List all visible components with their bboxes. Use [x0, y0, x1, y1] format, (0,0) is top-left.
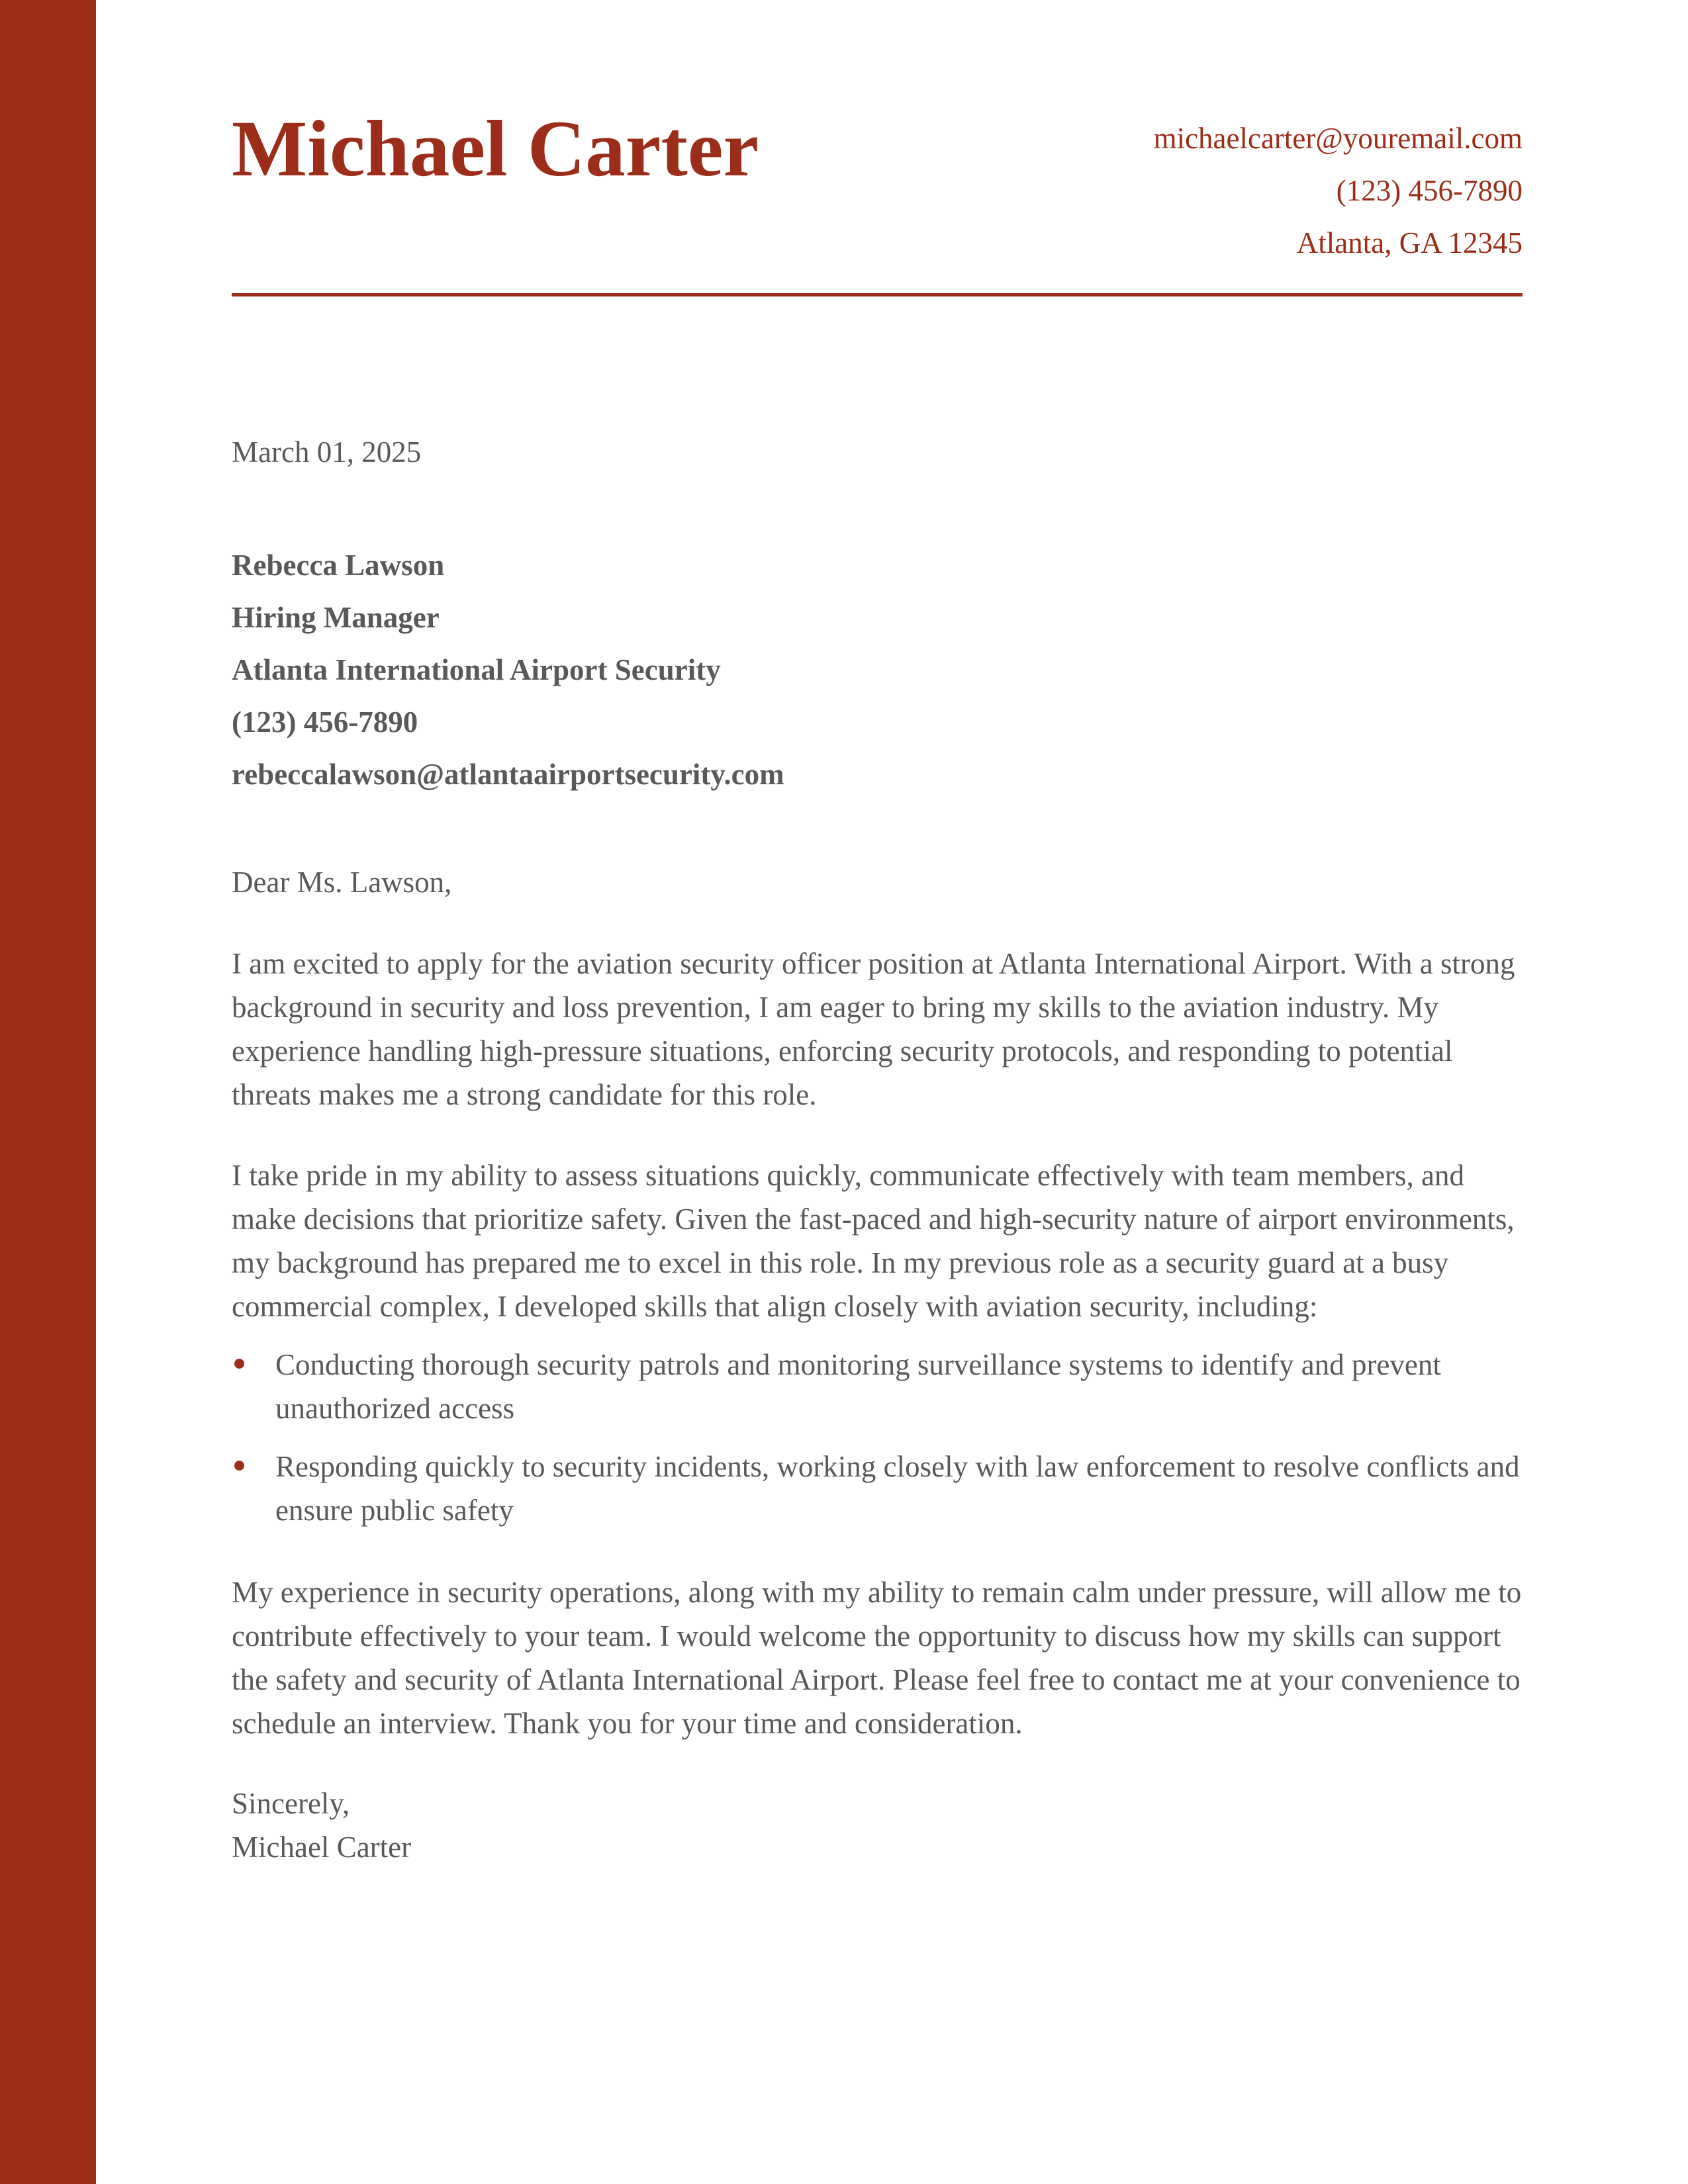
signature-name: Michael Carter	[232, 1831, 412, 1864]
side-accent-bar	[0, 0, 96, 2184]
recipient-email: rebeccalawson@atlantaairportsecurity.com	[232, 758, 784, 791]
sender-contact-block	[1154, 113, 1523, 269]
list-item-text: Conducting thorough security patrols and monitoring surveillance systems to identify and prevent unauthorized access	[275, 1348, 1441, 1425]
list-item	[232, 1343, 1523, 1430]
recipient-block	[232, 539, 784, 801]
greeting: Dear Ms. Lawson,	[232, 866, 452, 899]
bullet-dot-icon	[234, 1461, 244, 1471]
paragraph-intro: I am excited to apply for the aviation security officer position at Atlanta International Airport. With a strong background in security and loss prevention, I am eager to bring my skills to the aviation industry. My experience handling high-pressure situations, enforcing security protocols, and responding to potential threats makes me a strong candidate for this role.	[232, 947, 1515, 1111]
letter-body	[232, 860, 1523, 1869]
letter-date: March 01, 2025	[232, 435, 422, 469]
sender-phone: (123) 456-7890	[1336, 174, 1523, 207]
recipient-company: Atlanta International Airport Security	[232, 653, 721, 686]
recipient-title: Hiring Manager	[232, 601, 440, 634]
sender-email: michaelcarter@youremail.com	[1153, 122, 1523, 155]
skills-list	[232, 1343, 1523, 1532]
paragraph-closing: My experience in security operations, along with my ability to remain calm under pressure, will allow me to contribute effectively to your team. I would welcome the opportunity to discuss how my skills can support the safety and security of Atlanta International Airport. Please feel free to contact me at your convenience to schedule an interview. Thank you for your time and consideration.	[232, 1576, 1522, 1740]
sender-name: Michael Carter	[232, 105, 759, 193]
sender-location: Atlanta, GA 12345	[1296, 226, 1523, 259]
bullet-dot-icon	[234, 1359, 244, 1369]
header-divider	[232, 293, 1523, 296]
paragraph-skills: I take pride in my ability to assess situations quickly, communicate effectively with team members, and make decisions that prioritize safety. Given the fast-paced and high-security nature of airport environments, my background has prepared me to excel in this role. In my previous role as a security guard at a busy commercial complex, I developed skills that align closely with aviation security, including:	[232, 1159, 1515, 1323]
recipient-name: Rebecca Lawson	[232, 549, 445, 582]
list-item	[232, 1445, 1523, 1532]
closing-salutation: Sincerely,	[232, 1787, 350, 1820]
recipient-phone: (123) 456-7890	[232, 705, 418, 739]
list-item-text: Responding quickly to security incidents, working closely with law enforcement to resolve conflicts and ensure public safety	[275, 1450, 1520, 1527]
cover-letter-page	[232, 0, 1523, 2184]
